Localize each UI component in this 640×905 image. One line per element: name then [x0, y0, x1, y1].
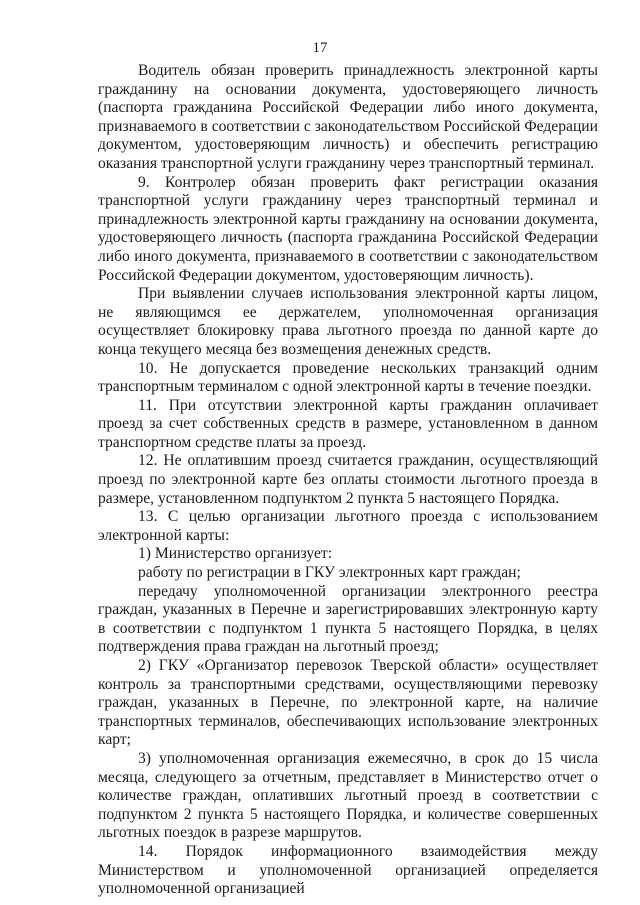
paragraph-item-13-1-registry: передачу уполномоченной организации электронного реестра граждан, указанных в Перечне и зарегистрировавших электронную карту в соответствии с подпунктом 1 пункта 5 настоящего Порядка, в целях подтверждения права граждан на льготный проезд; [98, 582, 598, 656]
paragraph-item-13-1-registration: работу по регистрации в ГКУ электронных карт граждан; [138, 564, 521, 582]
paragraph-item-13-3: 3) уполномоченная организация ежемесячно, в срок до 15 числа месяца, следующего за отчетным, представляет в Министерство отчет о количестве граждан, оплативших льготный проезд в соответствии с подпунктом 2 пункта 5 настоящего Порядка, и количестве совершенных льготных поездок в разрезе маршрутов. [98, 749, 598, 842]
paragraph-item-12: 12. Не оплатившим проезд считается гражданин, осуществляющий проезд по электронной карте без оплаты стоимости льготного проезда в размере, установленном подпунктом 2 пункта 5 настоящего Порядка. [98, 452, 598, 507]
document-body [98, 62, 598, 899]
paragraph-card-misuse: При выявлении случаев использования электронной карты лицом, не являющимся ее держателем, уполномоченная организация осуществляет блокировку права льготного проезда по данной карте до конца текущего месяца без возмещения денежных средств. [98, 285, 598, 358]
paragraph-driver-obligation: Водитель обязан проверить принадлежность электронной карты гражданину на основании документа, удостоверяющего личность (паспорта гражданина Российской Федерации либо иного документа, признаваемого в соответствии с законодательством Российской Федерации документом, удостоверяющим личность) и обеспечить регистрацию оказания транспортной услуги гражданину через транспортный терминал. [98, 62, 598, 172]
paragraph-item-13-2: 2) ГКУ «Организатор перевозок Тверской области» осуществляет контроль за транспортными средствами, осуществляющими перевозку граждан, указанных в Перечне, по электронной карте, на наличие транспортных терминалов, обеспечивающих использование электронных карт; [98, 657, 598, 749]
paragraph-item-10: 10. Не допускается проведение нескольких транзакций одним транспортным терминалом с одной электронной карты в течение поездки. [98, 359, 598, 396]
page-number: 17 [312, 40, 328, 56]
paragraph-item-13: 13. С целью организации льготного проезда с использованием электронной карты: [98, 508, 598, 544]
paragraph-item-9: 9. Контролер обязан проверить факт регистрации оказания транспортной услуги гражданину через транспортный терминал и принадлежность электронной карты гражданину на основании документа, удостоверяющего личность (паспорта гражданина Российской Федерации либо иного документа, признаваемого в соответствии с законодательством Российской Федерации документом, удостоверяющим личность). [98, 173, 598, 284]
paragraph-item-11: 11. При отсутствии электронной карты гражданин оплачивает проезд за счет собственных средств в размере, установленном в данном транспортном средстве платы за проезд. [98, 396, 598, 451]
paragraph-item-13-1: 1) Министерство организует: [138, 545, 333, 563]
paragraph-item-14: 14. Порядок информационного взаимодействия между Министерством и уполномоченной организацией определяется уполномоченной организацией [98, 842, 598, 898]
